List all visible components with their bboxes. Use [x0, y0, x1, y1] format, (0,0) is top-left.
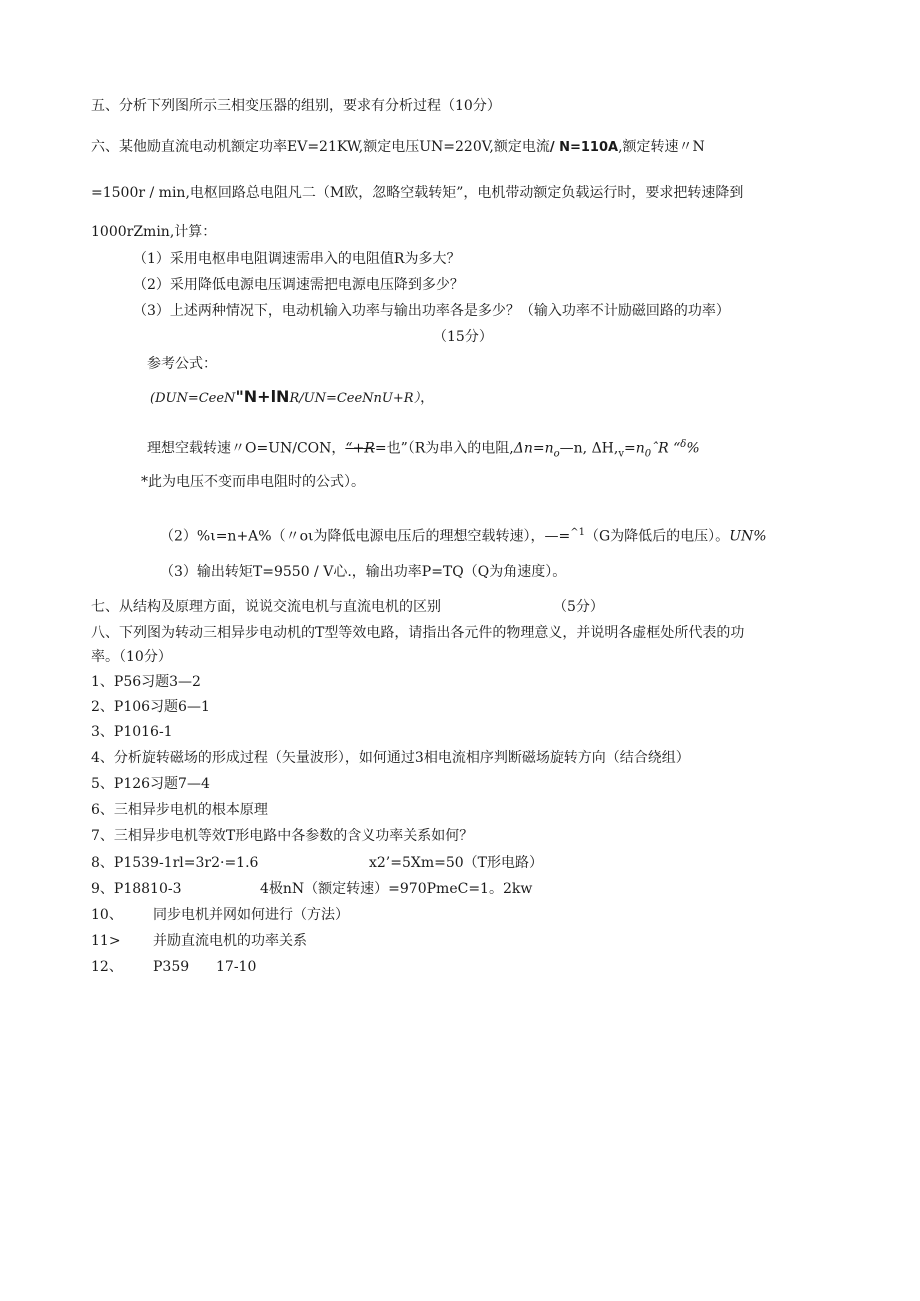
- question-5: [91, 96, 501, 116]
- ideal-i: 0: [644, 448, 652, 460]
- question-6-sub-1: [133, 249, 460, 269]
- ideal-e: o: [553, 448, 560, 460]
- list-item-8: [91, 853, 258, 873]
- formula-2-c: （G为降低后的电压）。: [585, 528, 730, 545]
- question-6-text-a: 六、某他励直流电动机额定功率EV=21KW,额定电压UN=220V,额定电流: [91, 139, 550, 155]
- ideal-d: Δn=n: [513, 440, 554, 457]
- list-item-10-num: 10、: [91, 907, 123, 923]
- list-item-5-text: 5、P126习题7—4: [91, 776, 210, 792]
- list-item-7: [91, 826, 473, 846]
- ideal-k: δ: [680, 439, 687, 450]
- list-item-10-text: 同步电机并网如何进行（方法）: [153, 907, 349, 923]
- question-6-sub-2-text: （2）采用降低电源电压调速需把电源电压降到多少？: [133, 277, 464, 293]
- list-item-12-num: 12、: [91, 959, 123, 975]
- formula-1-d: ，: [420, 390, 435, 406]
- star-note: [141, 472, 365, 492]
- list-item-12-page: [153, 957, 189, 977]
- list-item-3-text: 3、P1016-1: [91, 724, 173, 740]
- question-7: [91, 597, 441, 617]
- list-item-9-right: [260, 879, 532, 899]
- reference-title: [147, 354, 217, 374]
- list-item-11-text: 并励直流电机的功率关系: [153, 933, 307, 949]
- formula-3-text: （3）输出转矩T=9550 / V心.，输出功率P=TQ（Q为角速度）。: [160, 564, 567, 580]
- list-item-1-text: 1、P56习题3—2: [91, 674, 201, 690]
- formula-3: [160, 562, 566, 582]
- question-6-line-3: [91, 222, 216, 242]
- question-6-line-1: [91, 137, 705, 158]
- formula-2-b: ^1: [570, 527, 585, 538]
- star-note-text: *此为电压不变而串电阻时的公式）。: [141, 474, 365, 490]
- ideal-a: 理想空载转速〃O=UN/CON，: [147, 440, 346, 457]
- question-8-text-a: 八、下列图为转动三相异步电动机的T型等效电路，请指出各元件的物理意义，并说明各虚框处所代表的功: [91, 625, 745, 641]
- list-item-12-text-b: P359: [153, 959, 190, 975]
- list-item-9-text-a: 9、P18810-3: [91, 881, 182, 897]
- question-7-score-text: （5分）: [553, 599, 604, 615]
- list-item-11-num: 11>: [91, 933, 121, 949]
- ideal-j: ˆR “: [651, 440, 681, 457]
- list-item-3: [91, 722, 173, 742]
- list-item-8-text-a: 8、P1539-1rl=3r2·=1.6: [91, 855, 259, 871]
- list-item-5: [91, 774, 210, 794]
- list-item-1: [91, 672, 201, 692]
- list-item-12-text-c: 17-10: [216, 959, 257, 975]
- list-item-4: [91, 748, 690, 768]
- list-item-8-right: [369, 853, 543, 873]
- formula-1-b: "N+lN: [235, 387, 290, 406]
- question-7-score: [553, 597, 604, 617]
- ideal-b: “+R: [345, 440, 375, 457]
- question-6-rated-current: / N=110A: [549, 140, 619, 155]
- formula-1-a: (DUN=CeeN: [150, 391, 236, 406]
- question-8-line-1: [91, 623, 744, 643]
- list-item-2-text: 2、P106习题6—1: [91, 699, 210, 715]
- list-item-10-right: [153, 905, 349, 925]
- ideal-f: —n, ΔH,: [559, 440, 619, 457]
- ideal-g: v: [618, 448, 624, 460]
- list-item-10: [91, 905, 123, 925]
- question-6-sub-3: [133, 301, 730, 321]
- formula-2-a: （2）%ι=n+A%（〃oι为降低电源电压后的理想空载转速），—=: [160, 528, 571, 545]
- question-6-text-b: =1500r / min,电枢回路总电阻凡二（M欧，忽略空载转矩”，电机带动额定负载运行时，要求把转速降到: [91, 185, 744, 201]
- ideal-speed-formula: [147, 435, 700, 464]
- question-5-text: 五、分析下列图所示三相变压器的组别，要求有分析过程（10分）: [91, 98, 501, 114]
- formula-2-d: UN%: [729, 528, 767, 545]
- list-item-12-problem: [216, 957, 256, 977]
- question-8-line-2: [91, 647, 172, 667]
- list-item-11-right: [153, 931, 307, 951]
- list-item-11: [91, 931, 121, 951]
- question-6-sub-1-text: （1）采用电枢串电阻调速需串入的电阻值R为多大？: [133, 251, 461, 267]
- list-item-12: [91, 957, 123, 977]
- question-6-sub-3-text: （3）上述两种情况下，电动机输入功率与输出功率各是多少？（输入功率不计励磁回路的功率）: [133, 303, 730, 319]
- list-item-2: [91, 697, 210, 717]
- ideal-c: =也”（R为串入的电阻,: [374, 440, 514, 457]
- question-6-text-c: 1000rZmin,计算：: [91, 224, 217, 240]
- ideal-h: =n: [624, 440, 645, 457]
- formula-1: [150, 387, 434, 409]
- question-7-text: 七、从结构及原理方面，说说交流电机与直流电机的区别: [91, 599, 441, 615]
- formula-2: [160, 523, 767, 547]
- list-item-6-text: 6、三相异步电机的根本原理: [91, 802, 268, 818]
- list-item-9: [91, 879, 182, 899]
- list-item-6: [91, 800, 268, 820]
- formula-1-c: R/UN=CeeNnU+R）: [289, 391, 421, 406]
- reference-title-text: 参考公式：: [147, 356, 217, 372]
- question-8-text-b: 率。（10分）: [91, 649, 172, 665]
- question-6-line-2: [91, 183, 743, 203]
- list-item-4-text: 4、分析旋转磁场的形成过程（矢量波形），如何通过3相电流相序判断磁场旋转方向（结合绕组）: [91, 750, 690, 766]
- list-item-9-text-b: 4极nN（额定转速）=970PmeC=1。2kw: [260, 881, 533, 897]
- question-6-sub-2: [133, 275, 464, 295]
- ideal-l: %: [686, 440, 700, 457]
- question-6-score-text: （15分）: [433, 329, 493, 345]
- question-6-text-a3: ,额定转速〃N: [618, 139, 705, 155]
- list-item-8-text-b: x2’=5Xm=50（T形电路）: [369, 855, 544, 871]
- question-6-score: [433, 327, 493, 347]
- list-item-7-text: 7、三相异步电机等效T形电路中各参数的含义功率关系如何？: [91, 828, 474, 844]
